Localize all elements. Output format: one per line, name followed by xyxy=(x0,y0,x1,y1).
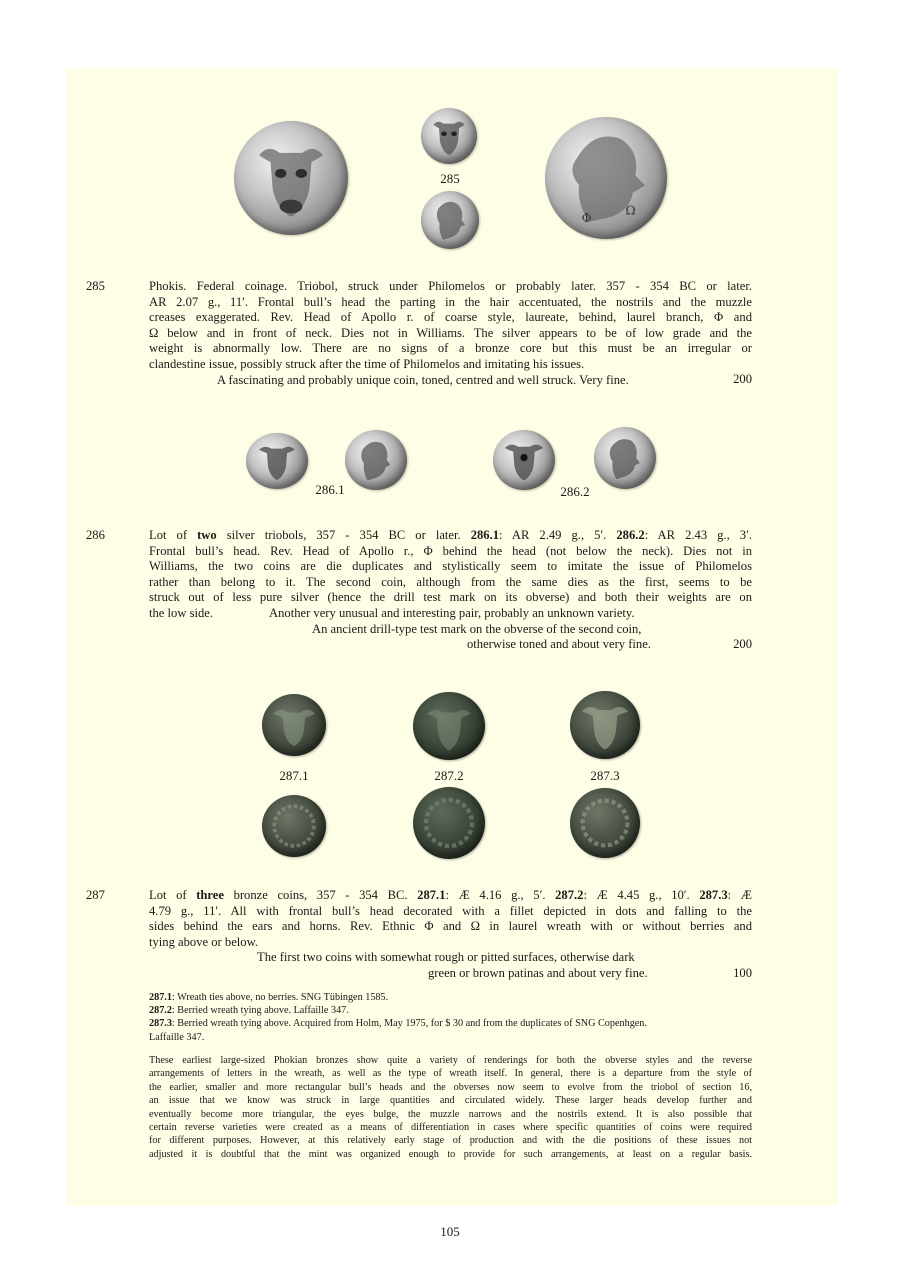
laurel-wreath-icon xyxy=(413,787,485,859)
lot-comment: A fascinating and probably unique coin, toned, centred and well struck. Very fine. xyxy=(217,372,629,387)
coin-287-3-obverse xyxy=(570,691,640,759)
coin-287-1-reverse xyxy=(262,795,326,857)
note-line: 287.2: Berried wreath tying above. Laffaille 347. xyxy=(149,1005,349,1017)
coin-287-3-reverse xyxy=(570,788,640,858)
lot-price: 100 xyxy=(733,966,752,980)
apollo-head-icon xyxy=(594,427,656,489)
description-line: sides behind the ears and horns. Rev. Ethnic Φ and Ω in laurel wreath with or without berries and xyxy=(149,919,752,934)
paragraph-line: arrangements of letters in the wreath, as well as the type of wreath itself. In general, there is a departure from the style of xyxy=(149,1068,752,1080)
bull-head-icon xyxy=(262,694,326,756)
lot-number: 287 xyxy=(86,888,105,902)
coin-286-1-reverse xyxy=(345,430,407,490)
bull-head-icon xyxy=(413,692,485,760)
description-line: struck out of less pure silver (hence the drill test mark on its obverse) and both their weights are on xyxy=(149,590,752,605)
svg-text:Ω: Ω xyxy=(625,203,636,218)
description-line: weight is abnormally low. There are no signs of a bronze core but this must be an irregular or xyxy=(149,341,752,356)
coin-285-reverse-enlarged xyxy=(545,117,667,239)
apollo-head-icon xyxy=(421,191,479,249)
paragraph-line: These earliest large-sized Phokian bronzes show quite a variety of renderings for both the obverse styles and the reverse xyxy=(149,1055,752,1066)
coin-287-2-obverse xyxy=(413,692,485,760)
lot-description xyxy=(149,279,752,388)
lot-comment: otherwise toned and about very fine. xyxy=(467,637,651,652)
lot-number: 286 xyxy=(86,528,105,542)
description-line: Phokis. Federal coinage. Triobol, struck under Philomelos or probably later. 357 - 354 BC or later. xyxy=(149,279,752,293)
description-line: creases exaggerated. Rev. Head of Apollo r. of coarse style, laureate, behind, laurel branch, Φ and xyxy=(149,310,752,325)
description-line: tying above or below. xyxy=(149,934,259,949)
lot-comment: The first two coins with somewhat rough or pitted surfaces, otherwise dark xyxy=(257,950,635,965)
coin-285-obverse xyxy=(421,108,477,164)
apollo-head-icon xyxy=(545,117,667,239)
lot-description xyxy=(149,528,752,653)
lot-price: 200 xyxy=(733,637,752,651)
paragraph-line: eventually become more triangular, the eyes bulge, the muzzle narrows and the nostrils extend. It is also possible that xyxy=(149,1108,752,1120)
laurel-wreath-icon xyxy=(262,795,326,857)
bull-head-icon xyxy=(246,433,308,489)
paragraph-line: for different purposes. However, at this relatively early stage of production and with the die positions of these issues not xyxy=(149,1135,752,1147)
coin-285-obverse-enlarged xyxy=(234,121,348,235)
description-line: 4.79 g., 11′. All with frontal bull’s head decorated with a fillet depicted in dots and falling to the xyxy=(149,903,752,918)
paragraph-line: an issue that we know was struck in large quantities and circulated widely. These larger heads develop further and xyxy=(149,1095,752,1107)
description-line: AR 2.07 g., 11′. Frontal bull’s head the parting in the hair accentuated, the nostrils and the muzzle xyxy=(149,294,752,309)
laurel-wreath-icon xyxy=(570,788,640,858)
note-line: Laffaille 347. xyxy=(149,1031,205,1043)
lot-number: 285 xyxy=(86,279,105,293)
coin-287-1-obverse xyxy=(262,694,326,756)
lot-comment: An ancient drill-type test mark on the obverse of the second coin, xyxy=(312,621,642,636)
bull-head-icon xyxy=(421,108,477,164)
description-line: clandestine issue, possibly struck after the time of Philomelos and imitating his issues. xyxy=(149,356,585,371)
description-line: the low side. Another very unusual and interesting pair, probably an unknown variety. xyxy=(149,605,635,620)
svg-text:Φ: Φ xyxy=(581,210,592,225)
drill-test-mark xyxy=(520,454,527,461)
coin-285-reverse xyxy=(421,191,479,249)
paragraph-line: the earlier, smaller and more rectangular bull’s heads and the obverses now seem to evolve from the triobol of section 16, xyxy=(149,1081,752,1093)
description-line: Williams, the two coins are die duplicates and stylistically seem to imitate the issue of Philomelos xyxy=(149,559,752,574)
description-line: Frontal bull’s head. Rev. Head of Apollo r., Φ behind the head (not below the neck). Dies not in xyxy=(149,543,752,558)
coin-label-287-1: 287.1 xyxy=(279,768,309,783)
paragraph-line: certain reverse varieties were created as a means of differentiation in cases where specific quantities of coins were required xyxy=(149,1122,752,1134)
coin-label-286-1: 286.1 xyxy=(315,482,345,497)
lot-price: 200 xyxy=(733,372,752,386)
page-number: 105 xyxy=(440,1224,460,1239)
coin-286-2-obverse xyxy=(493,430,555,490)
lot-287-notes xyxy=(149,991,752,1044)
bull-head-icon xyxy=(493,430,555,490)
description-line: Ω below and in front of neck. Dies not in Williams. The silver appears to be of low grade and the xyxy=(149,325,752,340)
description-line: Lot of three bronze coins, 357 - 354 BC. 287.1: Æ 4.16 g., 5′. 287.2: Æ 4.45 g., 10′. 287.3: Æ xyxy=(149,888,752,902)
description-line: rather than belong to it. The second coin, although from the same dies as the first, seems to be xyxy=(149,574,752,589)
coin-label-286-2: 286.2 xyxy=(560,484,590,499)
bull-head-icon xyxy=(234,121,348,235)
paragraph-line: adjusted it is doubtful that the mint was organized enough to provide for such arrangements, at least on a regular basis. xyxy=(149,1148,752,1160)
apollo-head-icon xyxy=(345,430,407,490)
commentary-paragraph xyxy=(149,1054,752,1161)
coin-label-287-3: 287.3 xyxy=(590,768,620,783)
coin-286-2-reverse xyxy=(594,427,656,489)
bull-head-icon xyxy=(570,691,640,759)
lot-description xyxy=(149,888,752,982)
description-line: Lot of two silver triobols, 357 - 354 BC or later. 286.1: AR 2.49 g., 5′. 286.2: AR 2.43 g., 3′. xyxy=(149,528,753,542)
coin-label-287-2: 287.2 xyxy=(434,768,464,783)
coin-287-2-reverse xyxy=(413,787,485,859)
note-line: 287.1: Wreath ties above, no berries. SNG Tübingen 1585. xyxy=(149,992,389,1003)
note-line: 287.3: Berried wreath tying above. Acquired from Holm, May 1975, for $ 30 and from the duplicates of SNG Copenhgen. xyxy=(149,1018,647,1030)
lot-comment: green or brown patinas and about very fine. xyxy=(428,965,648,980)
coin-label-285: 285 xyxy=(440,171,460,186)
coin-286-1-obverse xyxy=(246,433,308,489)
